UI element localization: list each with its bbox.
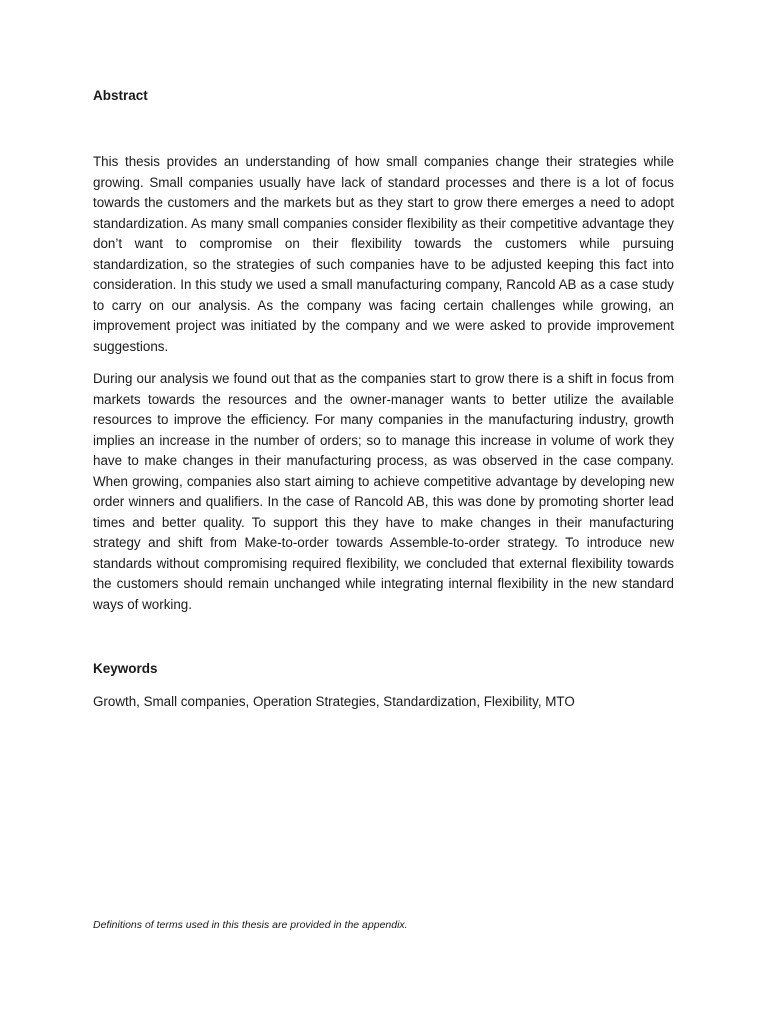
footnote: Definitions of terms used in this thesis are provided in the appendix.	[93, 919, 408, 931]
keywords-heading: Keywords	[93, 661, 158, 676]
abstract-heading: Abstract	[93, 88, 148, 103]
abstract-paragraph-2: During our analysis we found out that as the companies start to grow there is a shift in focus from markets towards the resources and the owner-manager wants to better utilize the available resources to improve the efficiency. For many companies in the manufacturing industry, growth implies an increase in the number of orders; so to manage this increase in volume of work they have to make changes in their manufacturing process, as was observed in the case company. When growing, companies also start aiming to achieve competitive advantage by developing new order winners and qualifiers. In the case of Rancold AB, this was done by promoting shorter lead times and better quality. To support this they have to make changes in their manufacturing strategy and shift from Make-to-order towards Assemble-to-order strategy. To introduce new standards without compromising required flexibility, we concluded that external flexibility towards the customers should remain unchanged while integrating internal flexibility in the new standard ways of working.	[93, 371, 674, 612]
abstract-paragraph-1: This thesis provides an understanding of how small companies change their strategies while growing. Small companies usually have lack of standard processes and there is a lot of focus towards the customers and the markets but as they start to grow there emerges a need to adopt standardization. As many small companies consider flexibility as their competitive advantage they don’t want to compromise on their flexibility towards the customers while pursuing standardization, so the strategies of such companies have to be adjusted keeping this fact into consideration. In this study we used a small manufacturing company, Rancold AB as a case study to carry on our analysis. As the company was facing certain challenges while growing, an improvement project was initiated by the company and we were asked to provide improvement suggestions.	[93, 154, 674, 354]
keywords-list: Growth, Small companies, Operation Strategies, Standardization, Flexibility, MTO	[93, 694, 575, 709]
